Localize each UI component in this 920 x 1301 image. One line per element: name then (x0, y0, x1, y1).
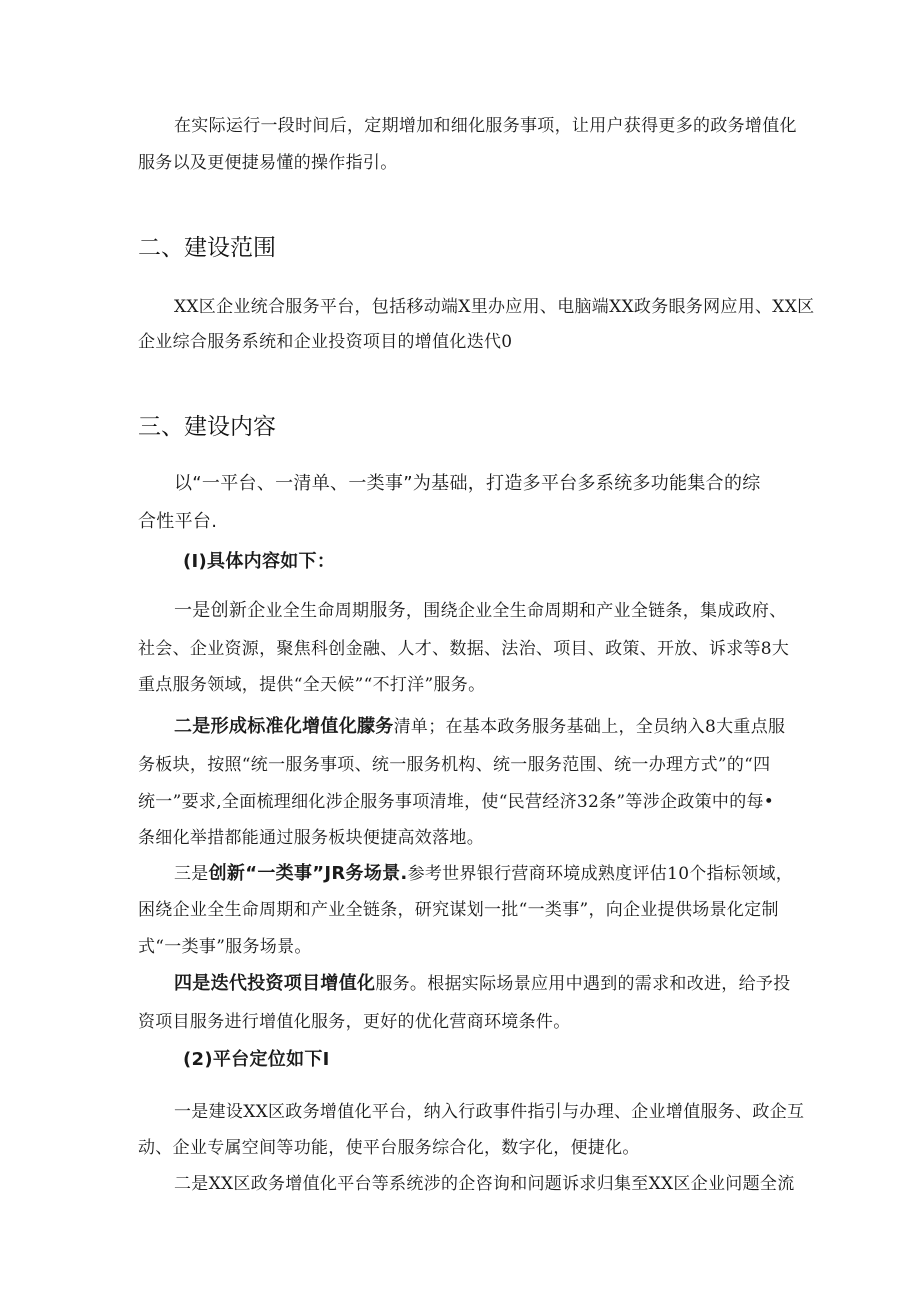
body-text: ，围绕企业全生命周期和产业全链条，集成政府、 (405, 601, 787, 621)
paragraph-line (174, 599, 787, 623)
paragraph-line: 服务以及更便捷易懂的操作指引。 (138, 153, 398, 173)
paragraph-line: 重点服务领域，提供“全天候”“不打洋”服务。 (138, 675, 486, 695)
lead-text: 三是 (174, 864, 209, 884)
lead-text: 创新“一类事”JR务场景. (208, 863, 408, 884)
paragraph-line: 企业综合服务系统和企业投资项目的增值化迭代0 (138, 332, 513, 352)
paragraph-line: 以“一平台、一清单、一类事”为基础，打造多平台多系统多功能集合的综 (174, 473, 761, 494)
lead-text: 二是形成标准化增值化朦务 (174, 716, 394, 737)
paragraph-line (174, 972, 791, 996)
paragraph-line: 合性平台. (138, 511, 218, 532)
paragraph-line: 困绕企业全生命周期和产业全链条，研究谋划一批“一类事”，向企业提供场景化定制 (138, 900, 779, 920)
lead-text: 业全生命周期 (265, 601, 370, 621)
paragraph-line: 统一”要求,全面梳理细化涉企服务事项清堆，使“民营经济32条”等涉企政策中的每• (138, 792, 775, 812)
lead-text: 一是创新企 (174, 600, 266, 621)
paragraph-line: 社会、企业资源，聚焦科创金融、人才、数据、法治、项目、政策、开放、诉求等8大 (138, 639, 790, 659)
paragraph-line: 一是建设XX区政务增值化平台，纳入行政事件指引与办理、企业增值服务、政企互 (174, 1102, 805, 1122)
paragraph-line: XX区企业统合服务平台，包括移动端X里办应用、电脑端XX政务眼务网应用、XX区 (174, 297, 815, 317)
section-heading: 三、建设内容 (138, 414, 276, 440)
lead-text: 服务 (369, 600, 406, 621)
subheading: (2)平台定位如下I (183, 1049, 330, 1070)
section-heading: 二、建设范围 (138, 235, 276, 261)
body-text: 服务。根据实际场景应用中遇到的需求和改进，给予投 (375, 974, 791, 994)
paragraph-line: 务板块，按照“统一服务事项、统一服务机构、统一服务范围、统一办理方式”的“四 (138, 755, 771, 775)
subheading: (I)具体内容如下： (183, 551, 336, 572)
body-text: 参考世界银行营商环境成熟度评估10个指标领域， (407, 864, 794, 884)
paragraph-line: 动、企业专属空间等功能，使平台服务综合化，数字化，便捷化。 (138, 1138, 640, 1158)
paragraph-line (174, 862, 793, 886)
paragraph-line: 二是XX区政务增值化平台等系统涉的企咨询和问题诉求归集至XX区企业问题全流 (174, 1174, 795, 1194)
paragraph-line: 式“一类事”服务场景。 (138, 937, 312, 957)
lead-text: 四是迭代投资项目增值化 (174, 973, 376, 994)
paragraph-line: 在实际运行一段时间后，定期增加和细化服务事项，让用户获得更多的政务增值化 (174, 116, 797, 136)
paragraph-line: 资项目服务进行增值化服务，更好的优化营商环境条件。 (138, 1012, 571, 1032)
paragraph-line (174, 715, 785, 739)
body-text: 清单；在基本政务服务基础上，全员纳入8大重点服 (393, 717, 786, 737)
paragraph-line: 条细化举措都能通过服务板块便捷高效落地。 (138, 828, 484, 848)
